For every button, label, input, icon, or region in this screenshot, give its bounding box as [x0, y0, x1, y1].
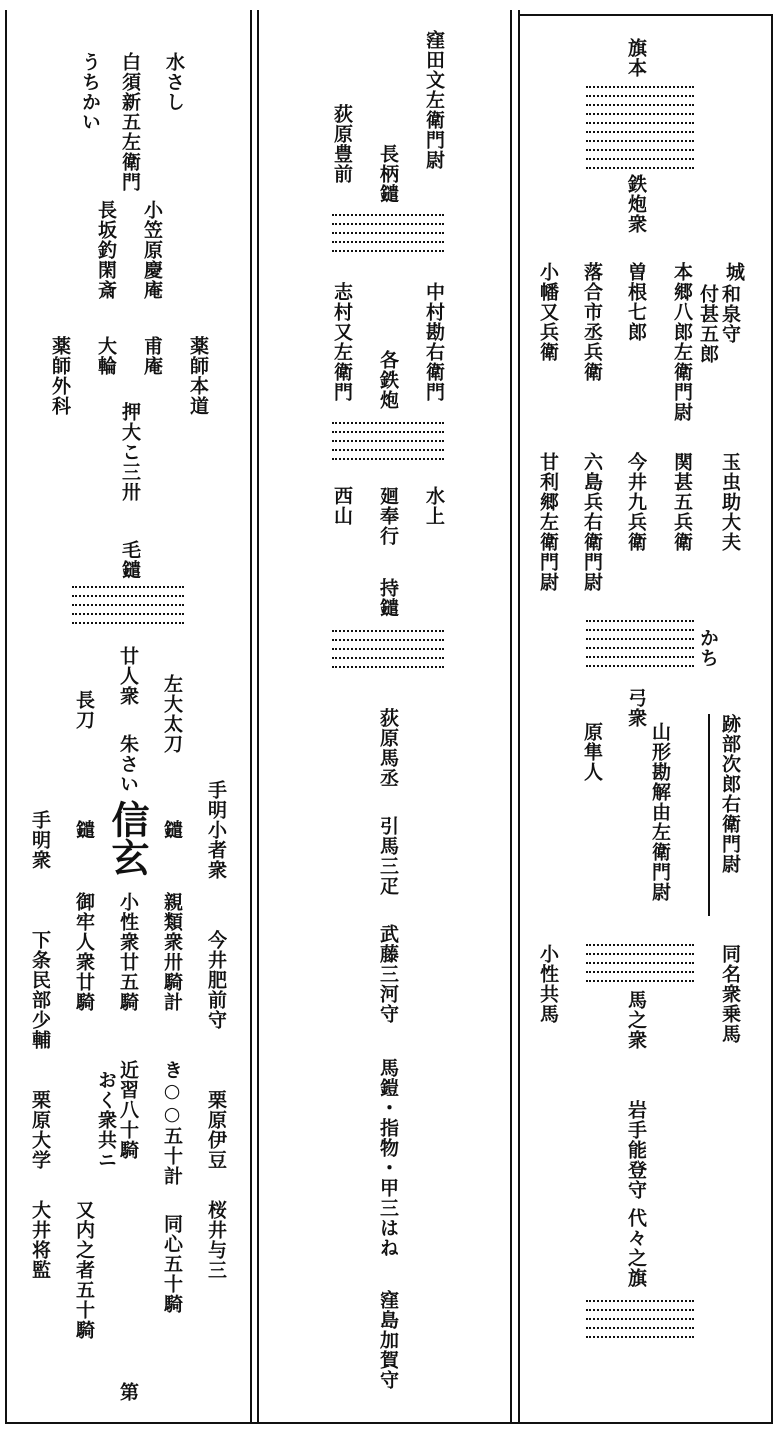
text-hara: 原隼人 — [581, 722, 603, 782]
text-nijunin: 廿人衆 — [117, 646, 139, 706]
text-hatamoto: 旗本 — [625, 38, 647, 78]
text-yari-right: 鑓 — [161, 820, 183, 840]
text-shosei25: 小性衆廿五騎 — [117, 892, 139, 1012]
divider-left-a — [250, 10, 252, 1424]
text-kurihara-izu: 栗原伊豆 — [205, 1090, 227, 1170]
text-seki: 関甚五兵衛 — [671, 452, 693, 552]
text-sone: 曽根七郎 — [625, 262, 647, 342]
text-shirasu: 白須新五左衛門 — [119, 52, 141, 192]
text-atobe: 跡部次郎右衛門尉 — [719, 714, 741, 874]
text-osae: 押大こ三卅 — [119, 402, 141, 502]
text-temeishosha: 手明小者衆 — [205, 780, 227, 880]
text-amari: 甘利郷左衛門尉 — [537, 452, 559, 592]
dotted-separator — [586, 944, 694, 984]
text-umayoroi: 馬鎧・指物・甲三はね — [377, 1058, 399, 1258]
text-yari-left: 鑓 — [73, 820, 95, 840]
text-kinju: 近習八十騎 — [117, 1060, 139, 1160]
text-imai-ku: 今井九兵衛 — [625, 452, 647, 552]
text-doshin: 同心五十騎 — [161, 1214, 183, 1314]
text-sakurai: 桜井与三 — [205, 1200, 227, 1280]
text-teppoushu: 鉄炮衆 — [625, 174, 647, 234]
text-rokushima: 六島兵右衛門尉 — [581, 452, 603, 592]
text-okushu: おく衆共ニ — [95, 1070, 117, 1170]
text-owa: 大輪 — [95, 336, 117, 376]
text-hongo: 本郷八郎左衛門尉 — [671, 262, 693, 422]
text-kurihara-daigaku: 栗原大学 — [29, 1090, 51, 1170]
divider-left-b — [257, 10, 259, 1424]
dotted-separator — [586, 620, 694, 660]
text-ogiwara-umanojo: 荻原馬丞 — [377, 708, 399, 788]
text-iwate: 岩手能登守 — [625, 1100, 647, 1200]
text-naginata: 長刀 — [73, 690, 95, 730]
dotted-separator — [332, 422, 444, 462]
text-dai: 第 — [117, 1382, 139, 1402]
text-obata: 小幡又兵衛 — [537, 262, 559, 362]
dotted-separator — [586, 86, 694, 126]
text-tamamushi: 玉虫助大夫 — [719, 452, 741, 552]
text-matauchi: 又内之者五十騎 — [73, 1200, 95, 1340]
atobe-bracket — [708, 714, 710, 916]
text-gorounin: 御牢人衆廿騎 — [73, 892, 95, 1012]
text-hikiuma: 引馬三疋 — [377, 816, 399, 896]
text-yumishu: 弓衆 — [625, 688, 647, 728]
dotted-separator — [332, 214, 444, 254]
text-ogiwara-buzen: 荻原豊前 — [331, 104, 353, 184]
text-shusai: 朱さい — [117, 734, 139, 794]
text-nagasaka: 長坂釣閑斎 — [95, 200, 117, 300]
text-daidai: 代々之旗 — [625, 1208, 647, 1288]
text-ochiai: 落合市丞兵衛 — [581, 262, 603, 382]
divider-right-a — [510, 10, 512, 1424]
text-kenagae: 毛鑓 — [119, 540, 141, 580]
text-mochiyari: 持鑓 — [377, 578, 399, 618]
text-kachi: かち — [697, 628, 719, 668]
text-yakushi-hondo: 薬師本道 — [187, 336, 209, 416]
text-kubojima: 窪島加賀守 — [377, 1290, 399, 1390]
text-oi: 大井将監 — [29, 1200, 51, 1280]
text-umanoshu: 馬之衆 — [625, 990, 647, 1050]
text-yakushi-geka: 薬師外科 — [49, 336, 71, 416]
text-imai: 今井肥前守 — [205, 930, 227, 1030]
text-temeishu: 手明衆 — [29, 810, 51, 870]
text-muto: 武藤三河守 — [377, 924, 399, 1024]
dotted-separator — [332, 630, 444, 670]
text-shinrui: 親類衆卅騎計 — [161, 892, 183, 1012]
text-sadaidachi: 左大太刀 — [161, 674, 183, 754]
text-shimura: 志村又左衛門 — [331, 282, 353, 402]
text-kaihogyo: 廻奉行 — [377, 486, 399, 546]
text-koshou: 小性共馬 — [537, 944, 559, 1024]
text-nagaenoyari: 長柄鑓 — [377, 144, 399, 204]
text-domyo: 同名衆乗馬 — [719, 944, 741, 1044]
text-ogasawara: 小笠原慶庵 — [141, 200, 163, 300]
text-izumi: 和泉守 — [719, 284, 741, 344]
text-mizukami: 水上 — [423, 486, 445, 526]
divider-right-b — [518, 10, 520, 1424]
left-border — [5, 10, 7, 1424]
text-hoan: 甫庵 — [141, 336, 163, 376]
text-uchikai: うちかい — [79, 52, 101, 132]
text-tsuke: 付甚五郎 — [697, 284, 719, 364]
text-yamagata: 山形勘解由左衛門尉 — [649, 722, 671, 902]
text-kubota: 窪田文左衛門尉 — [423, 30, 445, 170]
text-shingen: 信玄 — [105, 800, 150, 876]
text-shiro: 城 — [723, 262, 745, 282]
dotted-separator — [586, 1300, 694, 1340]
top-border-right — [518, 14, 773, 16]
text-nakamura: 中村勘右衛門 — [423, 282, 445, 402]
text-nishiyama: 西山 — [331, 486, 353, 526]
text-shimojo: 下条民部少輔 — [29, 930, 51, 1050]
right-border — [771, 14, 773, 1424]
text-mizusashi: 水さし — [163, 52, 185, 112]
text-kakuteppo: 各鉄炮 — [377, 350, 399, 410]
bottom-border — [5, 1422, 773, 1424]
dotted-separator — [72, 586, 184, 626]
text-ki-oo: き○○五十計 — [161, 1060, 183, 1186]
